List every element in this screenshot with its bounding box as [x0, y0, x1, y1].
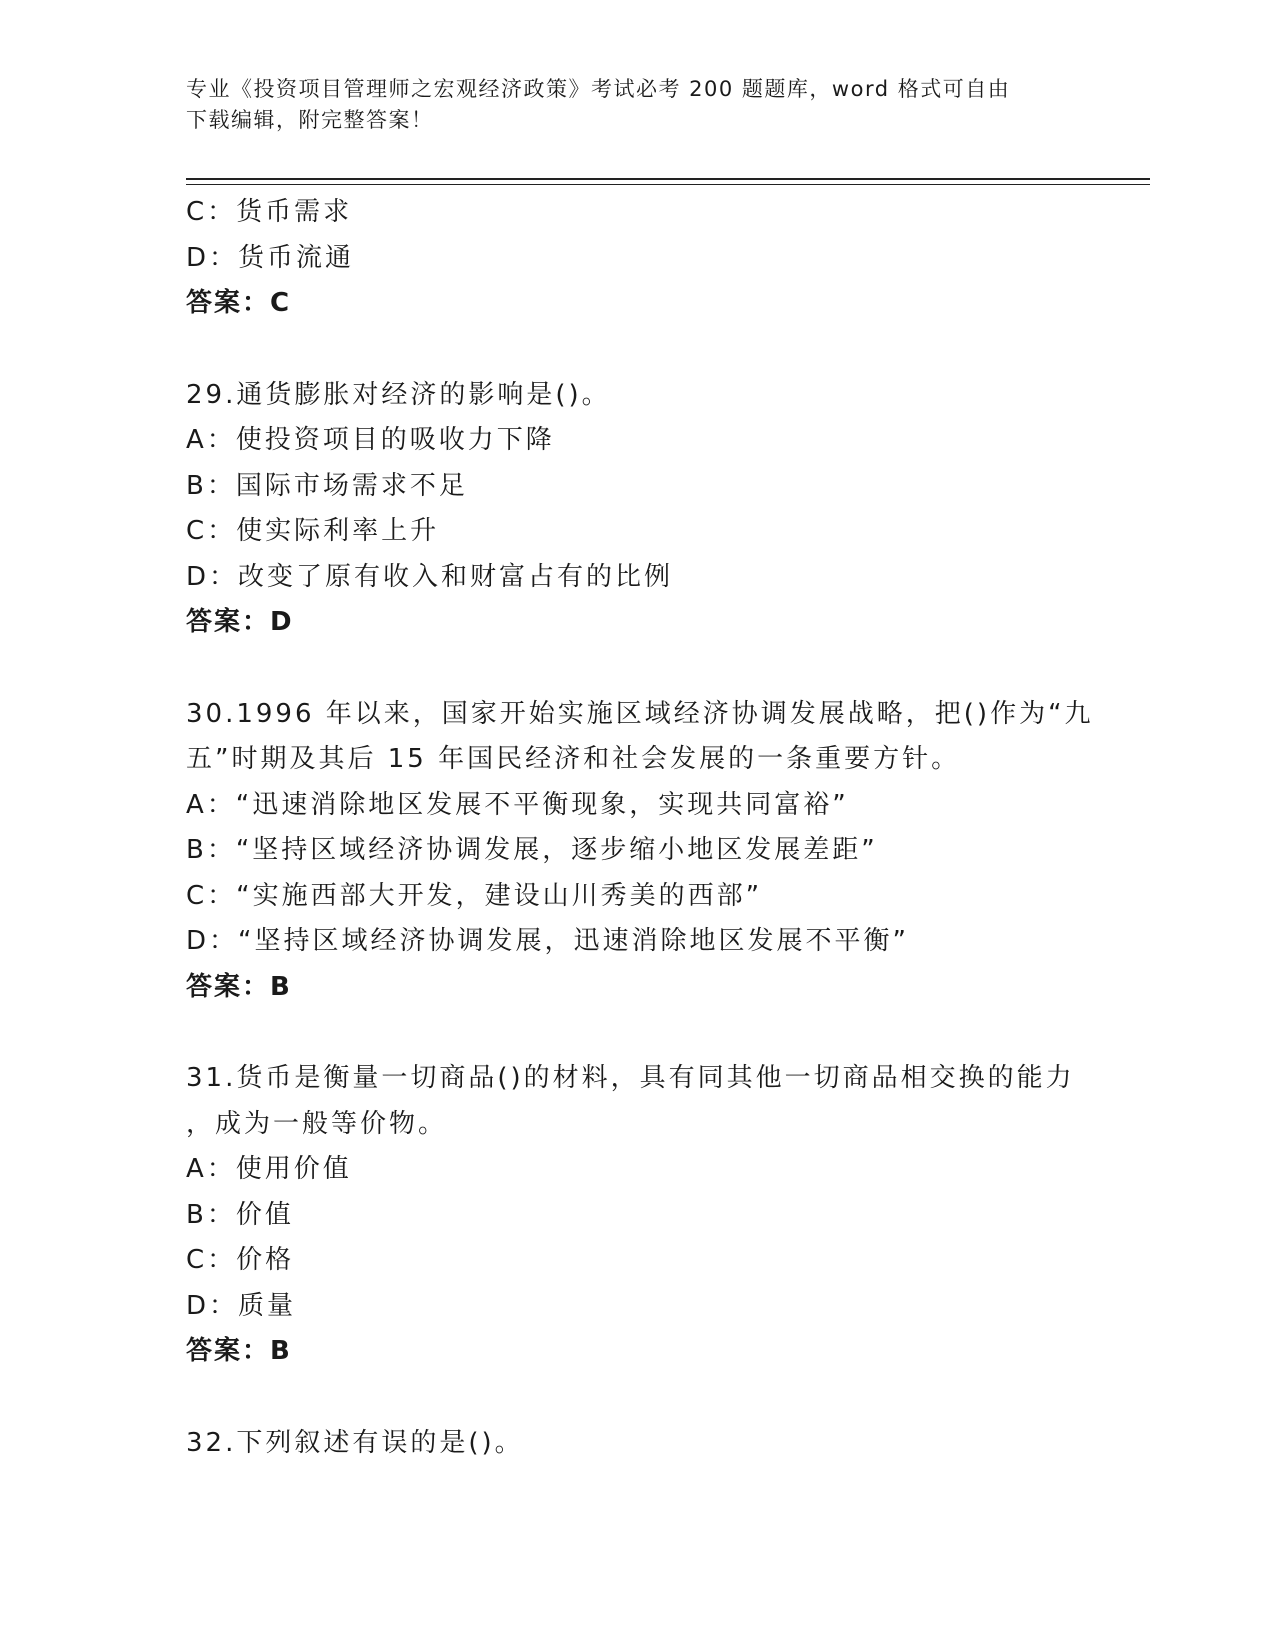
header-line-2: 下载编辑，附完整答案！ [186, 108, 434, 132]
option-b: B：国际市场需求不足 [186, 470, 468, 501]
header-rule-thick [186, 178, 1150, 180]
answer: 答案：D [186, 607, 294, 637]
option-c: C：价格 [186, 1245, 295, 1275]
option-d: D：“坚持区域经济协调发展，迅速消除地区发展不平衡” [186, 926, 909, 956]
question-32 [186, 1421, 1096, 1467]
question-content [186, 190, 1096, 1466]
answer: 答案：B [186, 971, 292, 1002]
question-stem-line-2: 五”时期及其后 15 年国民经济和社会发展的一条重要方针。 [186, 744, 961, 774]
option-c: C：货币需求 [186, 197, 353, 227]
option-a: A：使用价值 [186, 1154, 352, 1184]
question-stem-line-1: 31.货币是衡量一切商品()的材料，具有同其他一切商品相交换的能力 [186, 1063, 1075, 1093]
question-stem-line-2: ，成为一般等价物。 [186, 1108, 448, 1139]
answer: 答案：C [186, 288, 292, 318]
answer: 答案：B [186, 1336, 292, 1366]
header-line-1: 专业《投资项目管理师之宏观经济政策》考试必考 200 题题库，word 格式可自由 [186, 77, 1011, 101]
question-30 [186, 692, 1096, 1011]
option-b: B：“坚持区域经济协调发展，逐步缩小地区发展差距” [186, 835, 878, 865]
question-29 [186, 373, 1096, 646]
option-a: A：“迅速消除地区发展不平衡现象，实现共同富裕” [186, 789, 849, 820]
question-stem: 29.通货膨胀对经济的影响是()。 [186, 379, 611, 410]
option-d: D：改变了原有收入和财富占有的比例 [186, 561, 674, 592]
question-31 [186, 1056, 1096, 1375]
question-28-continued [186, 190, 1096, 327]
option-b: B：价值 [186, 1199, 294, 1230]
question-stem: 32.下列叙述有误的是()。 [186, 1427, 524, 1458]
document-header [186, 74, 1066, 136]
option-c: C：使实际利率上升 [186, 516, 440, 546]
option-c: C：“实施西部大开发，建设山川秀美的西部” [186, 880, 763, 911]
option-d: D：货币流通 [186, 242, 355, 273]
option-a: A：使投资项目的吸收力下降 [186, 425, 555, 455]
header-rule-thin [186, 184, 1150, 185]
option-d: D：质量 [186, 1290, 297, 1321]
question-stem-line-1: 30.1996 年以来，国家开始实施区域经济协调发展战略，把()作为“九 [186, 698, 1094, 729]
